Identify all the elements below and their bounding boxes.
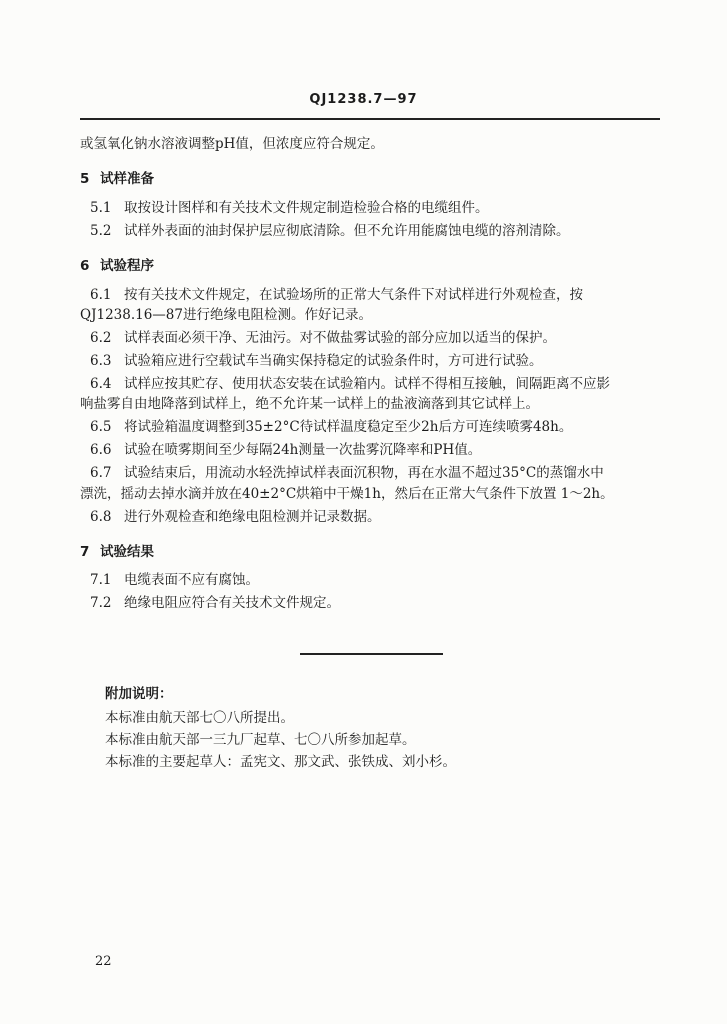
header-rule [80,118,660,120]
end-rule [300,653,443,655]
clause-6-4 [90,375,675,393]
note-line: 本标准由航天部七〇八所提出。 [105,710,294,726]
clause-text: 试样外表面的油封保护层应彻底清除。但不允许用能腐蚀电缆的溶剂清除。 [124,223,570,239]
notes-title: 附加说明： [105,686,173,702]
clause-text: 试验在喷雾期间至少每隔24h测量一次盐雾沉降率和PH值。 [124,442,482,458]
clause-number: 6.4 [90,376,112,392]
section-title: 试验结果 [100,544,154,560]
clause-6-6 [90,441,675,459]
clause-text: 试验结束后，用流动水轻洗掉试样表面沉积物，再在水温不超过35°C的蒸馏水中 [124,465,604,481]
clause-number: 6.6 [90,442,112,458]
clause-number: 5.1 [90,200,112,216]
clause-number: 6.5 [90,419,112,435]
clause-6-2 [90,329,675,347]
clause-text: 将试验箱温度调整到35±2°C待试样温度稳定至少2h后方可连续喷雾48h。 [124,419,573,435]
clause-6-4-continued: 响盐雾自由地降落到试样上，绝不允许某一试样上的盐液滴落到其它试样上。 [80,396,539,412]
clause-text: 绝缘电阻应符合有关技术文件规定。 [124,595,340,611]
section-6-heading [80,257,665,275]
section-title: 试验程序 [100,258,154,274]
clause-6-8 [90,508,675,526]
clause-number: 7.1 [90,572,112,588]
clause-text: 进行外观检查和绝缘电阻检测并记录数据。 [124,509,381,525]
clause-number: 6.7 [90,465,112,481]
clause-5-2 [90,222,675,240]
clause-number: 5.2 [90,223,112,239]
page-number: 22 [95,954,112,969]
clause-6-1 [90,286,675,304]
clause-6-3 [90,352,675,370]
clause-number: 6.3 [90,353,112,369]
clause-6-7-continued: 漂洗，摇动去掉水滴并放在40±2°C烘箱中干燥1h，然后在正常大气条件下放置 1～2h。 [80,486,614,502]
clause-7-1 [90,571,675,589]
clause-text: 取按设计图样和有关技术文件规定制造检验合格的电缆组件。 [124,200,489,216]
clause-text: 试样表面必须干净、无油污。对不做盐雾试验的部分应加以适当的保护。 [124,330,556,346]
clause-6-5 [90,418,675,436]
clause-number: 6.2 [90,330,112,346]
clause-5-1 [90,199,675,217]
clause-number: 6.1 [90,287,112,303]
clause-number: 7.2 [90,595,112,611]
clause-text: 按有关技术文件规定，在试验场所的正常大气条件下对试样进行外观检查，按 [124,287,583,303]
note-line: 本标准由航天部一三九厂起草、七〇八所参加起草。 [105,732,416,748]
note-line: 本标准的主要起草人：孟宪文、那文武、张铁成、刘小杉。 [105,754,456,770]
section-7-heading [80,543,665,561]
standard-code: QJ1238.7—97 [309,92,418,107]
clause-text: 试样应按其贮存、使用状态安装在试验箱内。试样不得相互接触，间隔距离不应影 [124,376,610,392]
clause-number: 6.8 [90,509,112,525]
section-number: 7 [80,544,90,560]
continued-paragraph: 或氢氧化钠水溶液调整pH值，但浓度应符合规定。 [80,136,384,152]
section-5-heading [80,170,665,188]
section-title: 试样准备 [100,171,154,187]
clause-text: 试验箱应进行空载试车当确实保持稳定的试验条件时，方可进行试验。 [124,353,543,369]
clause-7-2 [90,594,675,612]
section-number: 6 [80,258,90,274]
section-number: 5 [80,171,90,187]
clause-6-7 [90,464,675,482]
clause-6-1-continued: QJ1238.16—87进行绝缘电阻检测。作好记录。 [80,307,372,323]
clause-text: 电缆表面不应有腐蚀。 [124,572,259,588]
